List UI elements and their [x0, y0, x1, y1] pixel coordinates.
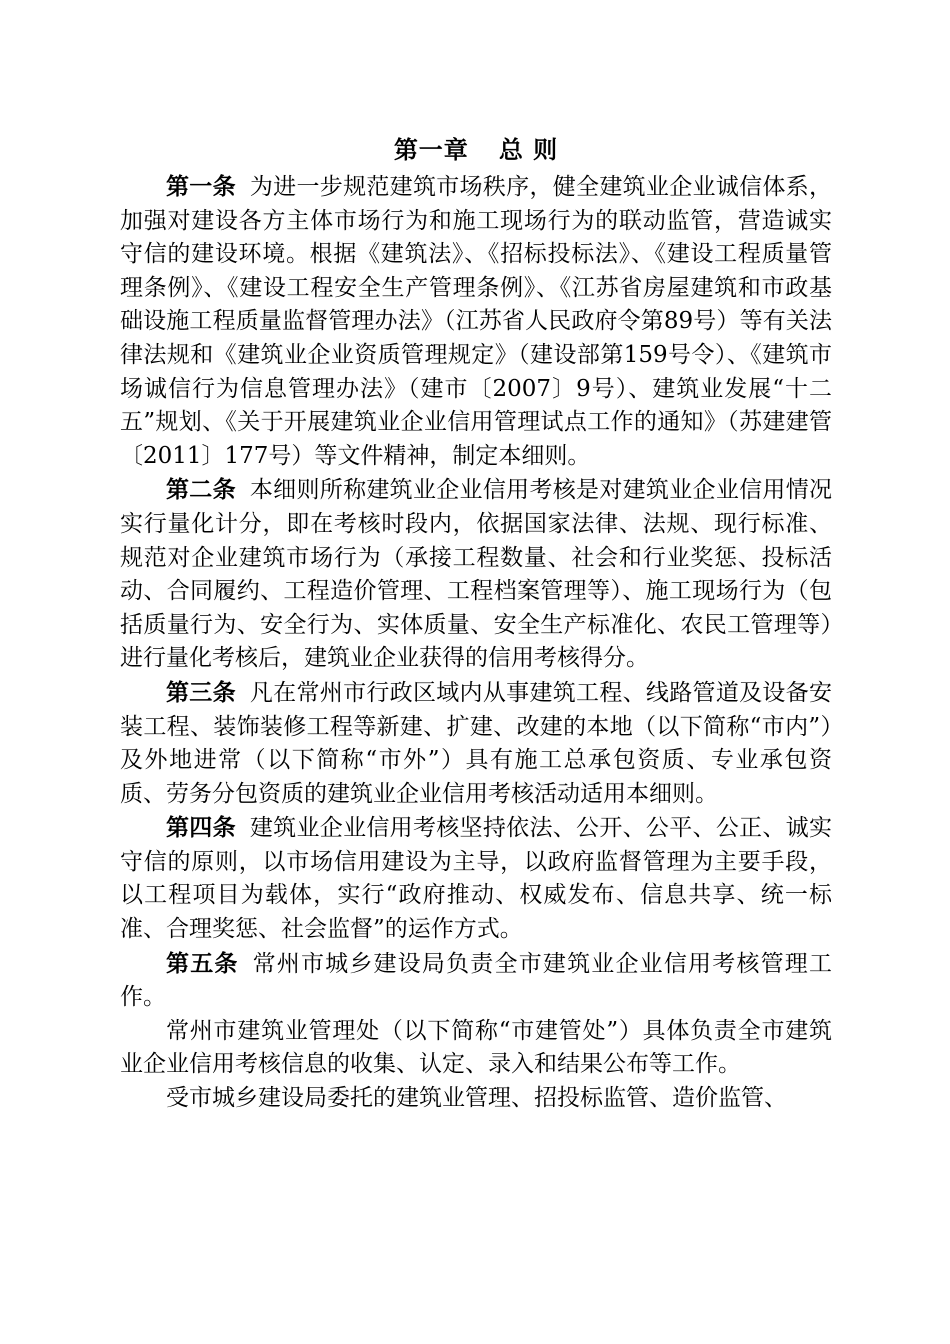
paragraph-text: 常州市建筑业管理处（以下简称“市建管处”）具体负责全市建筑业企业信用考核信息的收集、认定、录入和结果公布等工作。: [120, 1017, 832, 1078]
article-3: [120, 676, 832, 811]
chapter-name: 总 则: [498, 135, 559, 164]
article-label: 第二条: [166, 476, 236, 504]
article-5-paragraph-2: [120, 1015, 832, 1082]
article-4: [120, 811, 832, 946]
article-5: [120, 947, 832, 1015]
article-label: 第四条: [166, 814, 236, 842]
chapter-number: 第一章: [393, 135, 469, 164]
article-text: 本细则所称建筑业企业信用考核是对建筑业企业信用情况实行量化计分，即在考核时段内，依据国家法律、法规、现行标准、规范对企业建筑市场行为（承接工程数量、社会和行业奖惩、投标活动、合同履约、工程造价管理、工程档案管理等）、施工现场行为（包括质量行为、安全行为、实体质量、安全生产标准化、农民工管理等）进行量化考核后，建筑业企业获得的信用考核得分。: [120, 477, 833, 672]
document-page: [120, 130, 832, 1116]
article-label: 第五条: [166, 949, 239, 977]
article-label: 第一条: [166, 173, 236, 200]
chapter-title: [120, 130, 832, 170]
article-2: [120, 473, 832, 676]
article-1: [120, 170, 832, 473]
article-text: 凡在常州市行政区域内从事建筑工程、线路管道及设备安装工程、装饰装修工程等新建、扩建、改建的本地（以下简称“市内”）及外地进常（以下简称“市外”）具有施工总承包资质、专业承包资质、劳务分包资质的建筑业企业信用考核活动适用本细则。: [120, 679, 833, 807]
article-text: 常州市城乡建设局负责全市建筑业企业信用考核管理工作。: [120, 950, 833, 1011]
paragraph-text: 受市城乡建设局委托的建筑业管理、招投标监管、造价监管、: [166, 1085, 787, 1112]
article-text: 建筑业企业信用考核坚持依法、公开、公平、公正、诚实守信的原则，以市场信用建设为主导，以政府监督管理为主要手段，以工程项目为载体，实行“政府推动、权威发布、信息共享、统一标准、合理奖惩、社会监督”的运作方式。: [120, 815, 833, 943]
article-text: 为进一步规范建筑市场秩序，健全建筑业企业诚信体系，加强对建设各方主体市场行为和施工现场行为的联动监管，营造诚实守信的建设环境。根据《建筑法》、《招标投标法》、《建设工程质量管理条例》、《建设工程安全生产管理条例》、《江苏省房屋建筑和市政基础设施工程质量监督管理办法》（江苏省人民政府令第89号）等有关法律法规和《建筑业企业资质管理规定》（建设部第159号令）、《建筑市场诚信行为信息管理办法》（建市〔2007〕9号）、建筑业发展“十二五”规划、《关于开展建筑业企业信用管理试点工作的通知》（苏建建管〔2011〕177号）等文件精神，制定本细则。: [120, 174, 833, 469]
article-label: 第三条: [166, 678, 236, 706]
article-5-paragraph-3: [120, 1082, 832, 1116]
